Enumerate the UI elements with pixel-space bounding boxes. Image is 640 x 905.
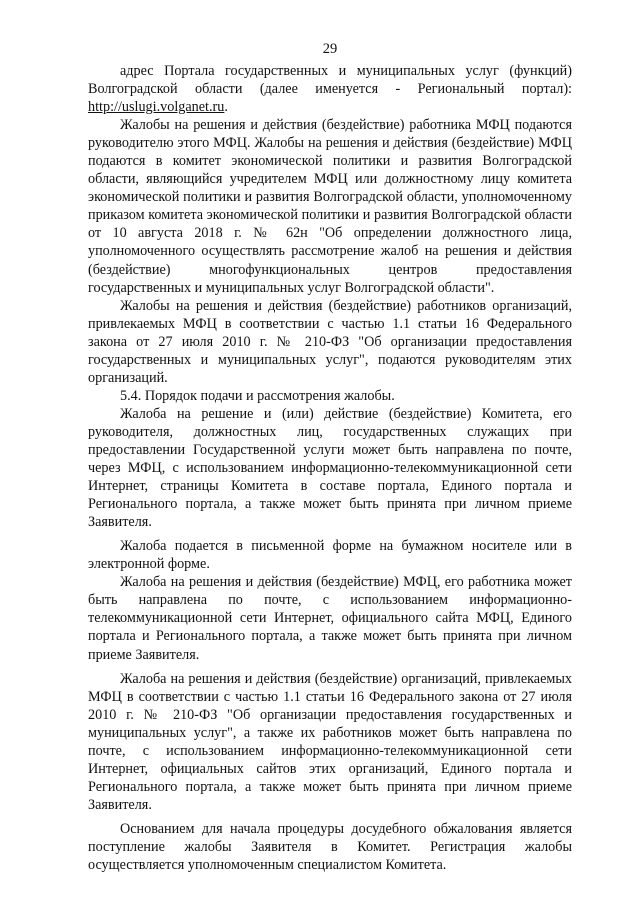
paragraph-complaint-committee: Жалоба на решение и (или) действие (бездействие) Комитета, его руководителя, должностных лиц, государственных служащих при предоставлении Государственной услуги может быть направлена по почте, через МФЦ, с использованием информационно-телекоммуникационной сети Интернет, страницы Комитета в составе портала, Единого портала и Регионального портала, а также может быть принята при личном приеме Заявителя. [88,405,572,531]
portal-link[interactable]: http://uslugi.volganet.ru [88,99,225,116]
page-number: 29 [322,41,338,57]
paragraph-text-end: . [224,99,228,116]
section-heading-5-4: 5.4. Порядок подачи и рассмотрения жалобы. [120,387,395,404]
paragraph-complaints-mfc: Жалобы на решения и действия (бездействие) работника МФЦ подаются руководителю этого МФЦ. Жалобы на решения и действия (бездействие) МФЦ подаются в комитет экономической политики и развития Волгоградской области, являющийся учредителем МФЦ или должностному лицу комитета экономической политики и развития Волгоградской области, уполномоченному приказом комитета экономической политики и развития Волгоградской области от 10 августа 2018 г. № 62н "Об определении должностного лица, уполномоченного осуществлять рассмотрение жалоб на решения и действия (бездействие) многофункциональных центров предоставления государственных и муниципальных услуг Волгоградской области". [88,117,572,296]
document-body [88,62,572,874]
paragraph-text: адрес Портала государственных и муниципальных услуг (функций) Волгоградской области (далее именуется - Региональный портал): [88,63,572,98]
paragraph-pretrial-basis: Основанием для начала процедуры досудебного обжалования является поступление жалобы Заявителя в Комитет. Регистрация жалобы осуществляется уполномоченным специалистом Комитета. [88,820,572,874]
paragraph-complaint-form: Жалоба подается в письменной форме на бумажном носителе или в электронной форме. [88,538,572,573]
paragraph-portal-address [88,62,572,116]
paragraph-complaint-organizations-workers: Жалоба на решения и действия (бездействие) организаций, привлекаемых МФЦ в соответствии с частью 1.1 статьи 16 Федерального закона от 27 июля 2010 г. № 210-ФЗ "Об организации предоставления государственных и муниципальных услуг", а также их работников может быть направлена по почте, с использованием информационно-телекоммуникационной сети Интернет, официальных сайтов этих организаций, Единого портала и Регионального портала, а также может быть принята при личном приеме Заявителя. [88,670,572,813]
paragraph-complaints-organizations: Жалобы на решения и действия (бездействие) работников организаций, привлекаемых МФЦ в соответствии с частью 1.1 статьи 16 Федерального закона от 27 июля 2010 г. № 210-ФЗ "Об организации предоставления государственных и муниципальных услуг", подаются руководителям этих организаций. [88,297,572,386]
paragraph-complaint-mfc-worker: Жалоба на решения и действия (бездействие) МФЦ, его работника может быть направлена по почте, с использованием информационно-телекоммуникационной сети Интернет, официального сайта МФЦ, Единого портала и Регионального портала, а также может быть принята при личном приеме Заявителя. [88,574,572,663]
